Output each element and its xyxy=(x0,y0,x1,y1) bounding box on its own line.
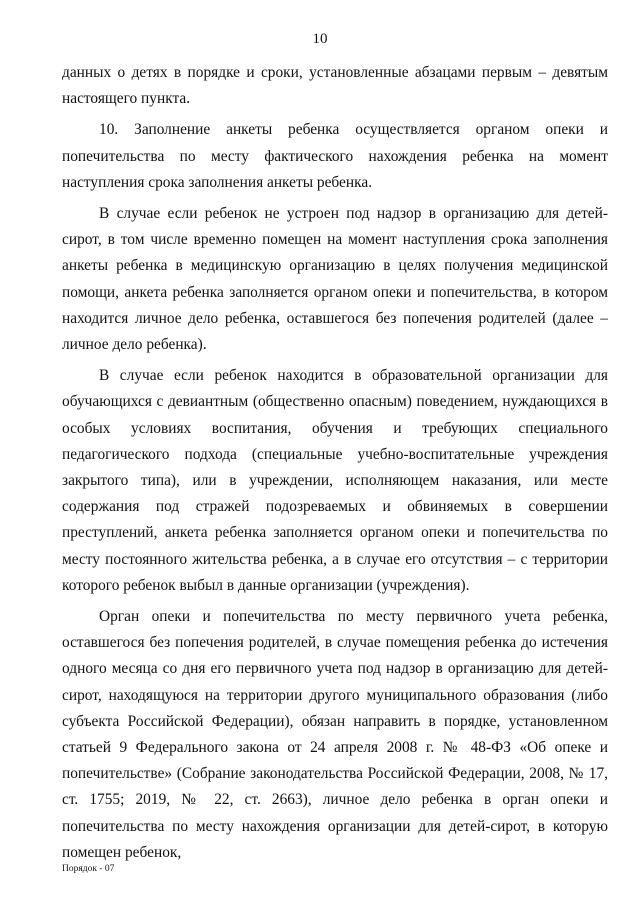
footer-label: Порядок - 07 xyxy=(62,864,115,874)
page-number: 10 xyxy=(312,31,328,47)
paragraph-medical-organization: В случае если ребенок не устроен под надзор в организацию для детей-сирот, в том числе временно помещен на момент наступления срока заполнения анкеты ребенка в медицинскую организацию в целях получения медицинской помощи, анкета ребенка заполняется органом опеки и попечительства, в котором находится личное дело ребенка, оставшегося без попечения родителей (далее – личное дело ребенка). xyxy=(62,205,608,354)
paragraph-educational-organization: В случае если ребенок находится в образовательной организации для обучающихся с девиантным (общественно опасным) поведением, нуждающихся в особых условиях воспитания, обучения и требующих специального педагогического подхода (специальные учебно-воспитательные учреждения закрытого типа), или в учреждении, исполняющем наказания, или месте содержания под стражей подозреваемых и обвиняемых в совершении преступлений, анкета ребенка заполняется органом опеки и попечительства по месту постоянного жительства ребенка, а в случае его отсутствия – с территории которого ребенок выбыл в данные организации (учреждения). xyxy=(62,367,608,594)
paragraph-continuation: данных о детях в порядке и сроки, установленные абзацами первым – девятым настоящего пункта. xyxy=(62,64,608,108)
paragraph-guardianship-authority: Орган опеки и попечительства по месту первичного учета ребенка, оставшегося без попечения родителей, в случае помещения ребенка до истечения одного месяца со дня его первичного учета под надзор в организацию для детей-сирот, находящуюся на территории другого муниципального образования (либо субъекта Российской Федерации), обязан направить в порядке, установленном статьей 9 Федерального закона от 24 апреля 2008 г. № 48-ФЗ «Об опеке и попечительстве» (Собрание законодательства Российской Федерации, 2008, № 17, ст. 1755; 2019, № 22, ст. 2663), личное дело ребенка в орган опеки и попечительства по месту нахождения организации для детей-сирот, в которую помещен ребенок, xyxy=(62,608,608,861)
paragraph-item-10: 10. Заполнение анкеты ребенка осуществляется органом опеки и попечительства по месту фактического нахождения ребенка на момент наступления срока заполнения анкеты ребенка. xyxy=(62,121,608,191)
document-body xyxy=(62,60,608,871)
